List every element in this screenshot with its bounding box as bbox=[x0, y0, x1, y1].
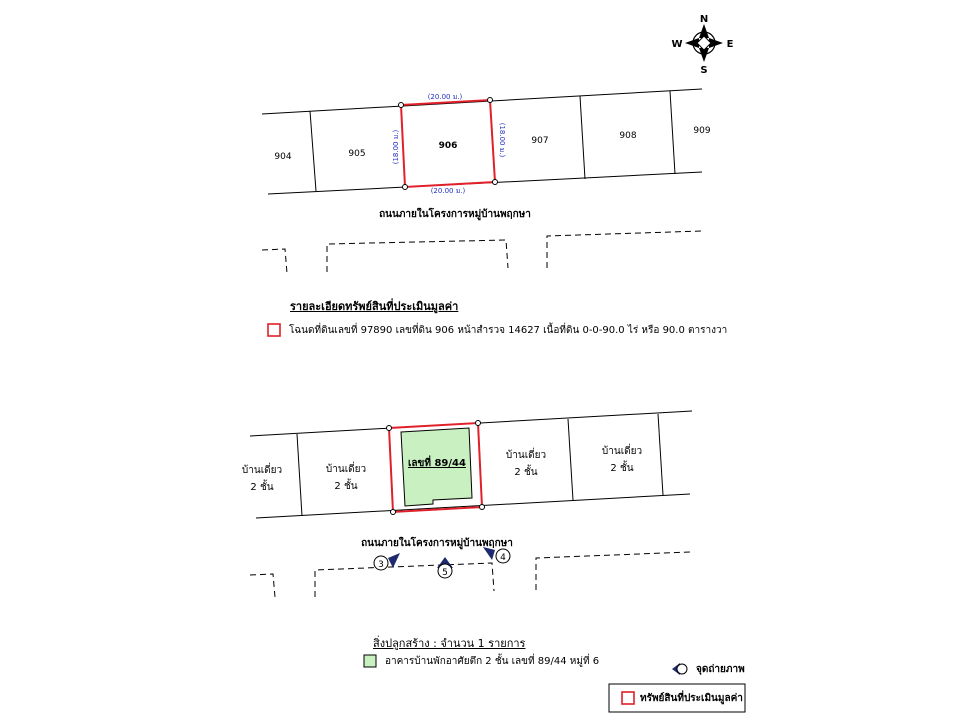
neighbor-label: บ้านเดี่ยว bbox=[325, 464, 367, 475]
details-item: โฉนดที่ดินเลขที่ 97890 เลขที่ดิน 906 หน้าสำรวจ 14627 เนื้อที่ดิน 0-0-90.0 ไร่ หรือ 90.0 ตารางวา bbox=[289, 325, 728, 336]
neighbor-floors: 2 ชั้น bbox=[334, 481, 358, 492]
neighbor-label: บ้านเดี่ยว bbox=[241, 465, 283, 476]
road-label: ถนนภายในโครงการหมู่บ้านพฤกษา bbox=[361, 538, 513, 549]
lot-label: 905 bbox=[348, 149, 366, 159]
neighbor-floors: 2 ชั้น bbox=[514, 467, 538, 478]
photo-point-3[interactable] bbox=[374, 553, 400, 570]
photo-legend-label: จุดถ่ายภาพ bbox=[696, 664, 745, 675]
neighbor-label: บ้านเดี่ยว bbox=[601, 446, 643, 457]
road-label: ถนนภายในโครงการหมู่บ้านพฤกษา bbox=[379, 209, 531, 220]
photo-point-4[interactable] bbox=[483, 547, 510, 563]
structures-item: อาคารบ้านพักอาศัยตึก 2 ชั้น เลขที่ 89/44 หมู่ที่ 6 bbox=[385, 656, 600, 667]
structures-title: สิ่งปลูกสร้าง : จำนวน 1 รายการ bbox=[373, 637, 526, 650]
dim-left: (18.00 ม.) bbox=[392, 129, 400, 165]
svg-text:5: 5 bbox=[442, 568, 448, 578]
map2-block bbox=[242, 411, 692, 597]
compass-w: W bbox=[671, 39, 683, 50]
neighbor-floors: 2 ชั้น bbox=[250, 482, 274, 493]
property-legend-label: ทรัพย์สินที่ประเมินมูลค่า bbox=[640, 693, 743, 704]
boundary-legend-swatch bbox=[268, 324, 280, 336]
lot-label: 907 bbox=[531, 136, 549, 146]
lot-label: 904 bbox=[274, 152, 292, 162]
svg-text:3: 3 bbox=[378, 560, 384, 570]
svg-text:4: 4 bbox=[500, 553, 506, 563]
compass-n: N bbox=[699, 14, 709, 25]
dim-right: (18.00 ม.) bbox=[498, 122, 506, 158]
details-title: รายละเอียดทรัพย์สินที่ประเมินมูลค่า bbox=[290, 300, 459, 313]
neighbor-label: บ้านเดี่ยว bbox=[505, 450, 547, 461]
compass-e: E bbox=[726, 39, 734, 50]
subject-house-number: เลขที่ 89/44 bbox=[408, 458, 466, 469]
lot-label: 909 bbox=[693, 126, 711, 136]
dim-top: (20.00 ม.) bbox=[427, 93, 463, 101]
photo-point-legend-icon bbox=[672, 663, 687, 675]
dim-bottom: (20.00 ม.) bbox=[430, 187, 466, 195]
compass-s: S bbox=[700, 65, 708, 76]
photo-point-5[interactable] bbox=[437, 557, 453, 578]
lot-label-subject: 906 bbox=[438, 141, 458, 151]
map1-block bbox=[262, 89, 711, 273]
building-legend-swatch bbox=[364, 655, 376, 667]
compass-icon bbox=[671, 14, 733, 76]
neighbor-floors: 2 ชั้น bbox=[610, 463, 634, 474]
lot-label: 908 bbox=[619, 131, 637, 141]
